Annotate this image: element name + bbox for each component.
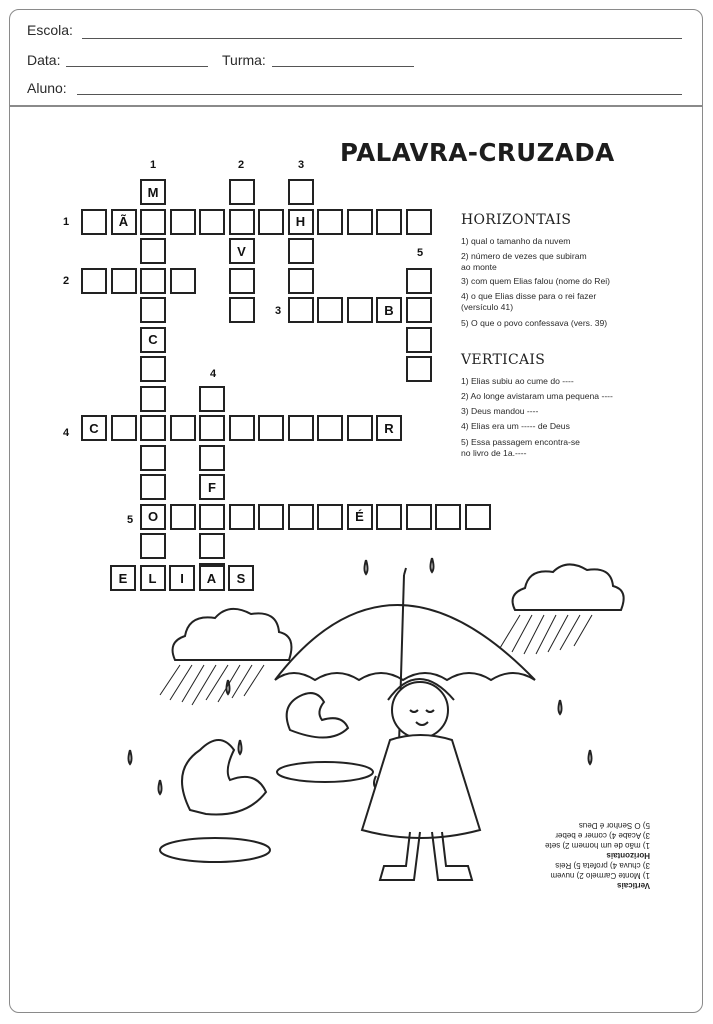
- class-field[interactable]: [272, 66, 414, 67]
- crossword-cell[interactable]: [140, 238, 166, 264]
- crossword-cell[interactable]: H: [288, 209, 314, 235]
- crossword-cell[interactable]: [111, 415, 137, 441]
- crossword-cell[interactable]: [199, 504, 225, 530]
- crossword-cell[interactable]: [288, 179, 314, 205]
- crossword-cell[interactable]: [170, 268, 196, 294]
- crossword-cell[interactable]: V: [229, 238, 255, 264]
- date-field[interactable]: [66, 66, 208, 67]
- crossword-cell[interactable]: [317, 415, 343, 441]
- crossword-cell[interactable]: [199, 445, 225, 471]
- clue-number-vertical-2: 2: [238, 159, 245, 171]
- crossword-cell[interactable]: [435, 504, 461, 530]
- crossword-cell[interactable]: [170, 209, 196, 235]
- elias-cell: A: [199, 565, 225, 591]
- crossword-cell[interactable]: [140, 209, 166, 235]
- crossword-cell[interactable]: [376, 209, 402, 235]
- crossword-cell[interactable]: [288, 268, 314, 294]
- crossword-cell[interactable]: [229, 179, 255, 205]
- crossword-cell[interactable]: [199, 209, 225, 235]
- crossword-cell[interactable]: [199, 386, 225, 412]
- crossword-cell[interactable]: [376, 504, 402, 530]
- crossword-cell[interactable]: [258, 415, 284, 441]
- puddle: [277, 762, 373, 782]
- crossword-cell[interactable]: [199, 415, 225, 441]
- raincoat: [362, 735, 480, 838]
- class-label: Turma:: [222, 52, 266, 68]
- crossword-cell[interactable]: [317, 297, 343, 323]
- crossword-cell[interactable]: [406, 268, 432, 294]
- crossword-cell[interactable]: [140, 356, 166, 382]
- crossword-cell[interactable]: [170, 415, 196, 441]
- crossword-cell[interactable]: B: [376, 297, 402, 323]
- crossword-cell[interactable]: Ã: [111, 209, 137, 235]
- crossword-cell[interactable]: [140, 474, 166, 500]
- crossword-cell[interactable]: [140, 415, 166, 441]
- school-field[interactable]: [82, 38, 682, 39]
- clue-number-vertical-5: 5: [417, 247, 424, 259]
- answer-key-horizontais-heading: Horizontais: [606, 851, 650, 860]
- crossword-cell[interactable]: [229, 297, 255, 323]
- clue-number-vertical-1: 1: [150, 159, 157, 171]
- date-label: Data:: [27, 52, 61, 68]
- vertical-clue: 2) Ao longe avistaram uma pequena ----: [461, 391, 613, 401]
- crossword-cell[interactable]: [140, 268, 166, 294]
- crossword-cell[interactable]: F: [199, 474, 225, 500]
- crossword-cell[interactable]: [465, 504, 491, 530]
- horizontal-clue: 4) o que Elias disse para o rei fazer (versículo 41): [461, 291, 597, 312]
- horizontal-clue: 5) O que o povo confessava (vers. 39): [461, 318, 608, 328]
- crossword-cell[interactable]: [140, 386, 166, 412]
- rain-illustration: [120, 550, 630, 900]
- crossword-cell[interactable]: [258, 209, 284, 235]
- horizontal-clue: 2) número de vezes que subiram ao monte: [461, 251, 587, 272]
- vertical-clue: 4) Elias era um ----- de Deus: [461, 421, 570, 431]
- crossword-cell[interactable]: [140, 297, 166, 323]
- clue-number-horizontal-1: 1: [63, 216, 70, 228]
- crossword-cell[interactable]: [229, 209, 255, 235]
- crossword-cell[interactable]: [406, 297, 432, 323]
- crossword-cell[interactable]: [229, 268, 255, 294]
- crossword-cell[interactable]: O: [140, 504, 166, 530]
- crossword-cell[interactable]: M: [140, 179, 166, 205]
- crossword-cell[interactable]: É: [347, 504, 373, 530]
- crossword-cell[interactable]: [347, 209, 373, 235]
- crossword-cell[interactable]: [288, 504, 314, 530]
- clue-number-horizontal-4: 4: [63, 427, 70, 439]
- elias-cell: S: [228, 565, 254, 591]
- crossword-cell[interactable]: [406, 504, 432, 530]
- vertical-clues-heading: VERTICAIS: [461, 352, 546, 368]
- duck-icon: [287, 693, 348, 737]
- crossword-cell[interactable]: [111, 268, 137, 294]
- umbrella-icon: [275, 605, 535, 680]
- crossword-cell[interactable]: [317, 504, 343, 530]
- crossword-cell[interactable]: [288, 238, 314, 264]
- vertical-clue: 1) Elias subiu ao cume do ----: [461, 376, 574, 386]
- student-field[interactable]: [77, 94, 682, 95]
- duck-icon: [182, 740, 266, 815]
- crossword-cell[interactable]: C: [140, 327, 166, 353]
- answer-key-line: 3) chuva 4) profeta 5) Reis: [555, 861, 650, 870]
- crossword-cell[interactable]: [140, 445, 166, 471]
- elias-cell: L: [140, 565, 166, 591]
- crossword-cell[interactable]: [347, 415, 373, 441]
- crossword-cell[interactable]: [347, 297, 373, 323]
- crossword-cell[interactable]: [406, 327, 432, 353]
- elias-cell: E: [110, 565, 136, 591]
- crossword-cell[interactable]: [288, 297, 314, 323]
- cloud-icon: [513, 564, 624, 610]
- crossword-cell[interactable]: [288, 415, 314, 441]
- elias-cell: I: [169, 565, 195, 591]
- clue-number-vertical-4: 4: [210, 368, 217, 380]
- crossword-cell[interactable]: [406, 209, 432, 235]
- answer-key-verticais-heading: Verticais: [617, 881, 650, 890]
- horizontal-clue: 1) qual o tamanho da nuvem: [461, 236, 571, 246]
- crossword-cell[interactable]: [317, 209, 343, 235]
- crossword-cell[interactable]: C: [81, 415, 107, 441]
- answer-key-line: 1) Monte Carmelo 2) nuvem: [550, 871, 650, 880]
- crossword-cell[interactable]: [229, 415, 255, 441]
- crossword-cell[interactable]: R: [376, 415, 402, 441]
- crossword-cell[interactable]: [170, 504, 196, 530]
- crossword-cell[interactable]: [406, 356, 432, 382]
- clue-number-horizontal-3: 3: [275, 305, 282, 317]
- student-label: Aluno:: [27, 80, 67, 96]
- vertical-clue: 3) Deus mandou ----: [461, 406, 539, 416]
- crossword-cell[interactable]: [81, 268, 107, 294]
- child-head: [392, 682, 448, 738]
- header-divider: [9, 105, 703, 107]
- clue-number-horizontal-2: 2: [63, 275, 70, 287]
- crossword-cell[interactable]: [258, 504, 284, 530]
- page-title: PALAVRA-CRUZADA: [340, 138, 615, 167]
- horizontal-clue: 3) com quem Elias falou (nome do Rei): [461, 276, 611, 286]
- cloud-icon: [173, 609, 292, 660]
- clue-number-horizontal-5: 5: [127, 514, 134, 526]
- crossword-cell[interactable]: [229, 504, 255, 530]
- horizontal-clues-heading: HORIZONTAIS: [461, 212, 572, 228]
- clue-number-vertical-3: 3: [298, 159, 305, 171]
- crossword-cell[interactable]: [81, 209, 107, 235]
- answer-key-line: 5) O Senhor é Deus: [578, 821, 650, 830]
- school-label: Escola:: [27, 22, 73, 38]
- puddle: [160, 838, 270, 862]
- vertical-clue: 5) Essa passagem encontra-se no livro de 1a.----: [461, 437, 580, 458]
- answer-key-line: 1) mão de um homem 2) sete: [545, 841, 650, 850]
- answer-key-line: 3) Acabe 4) comer e beber: [555, 831, 650, 840]
